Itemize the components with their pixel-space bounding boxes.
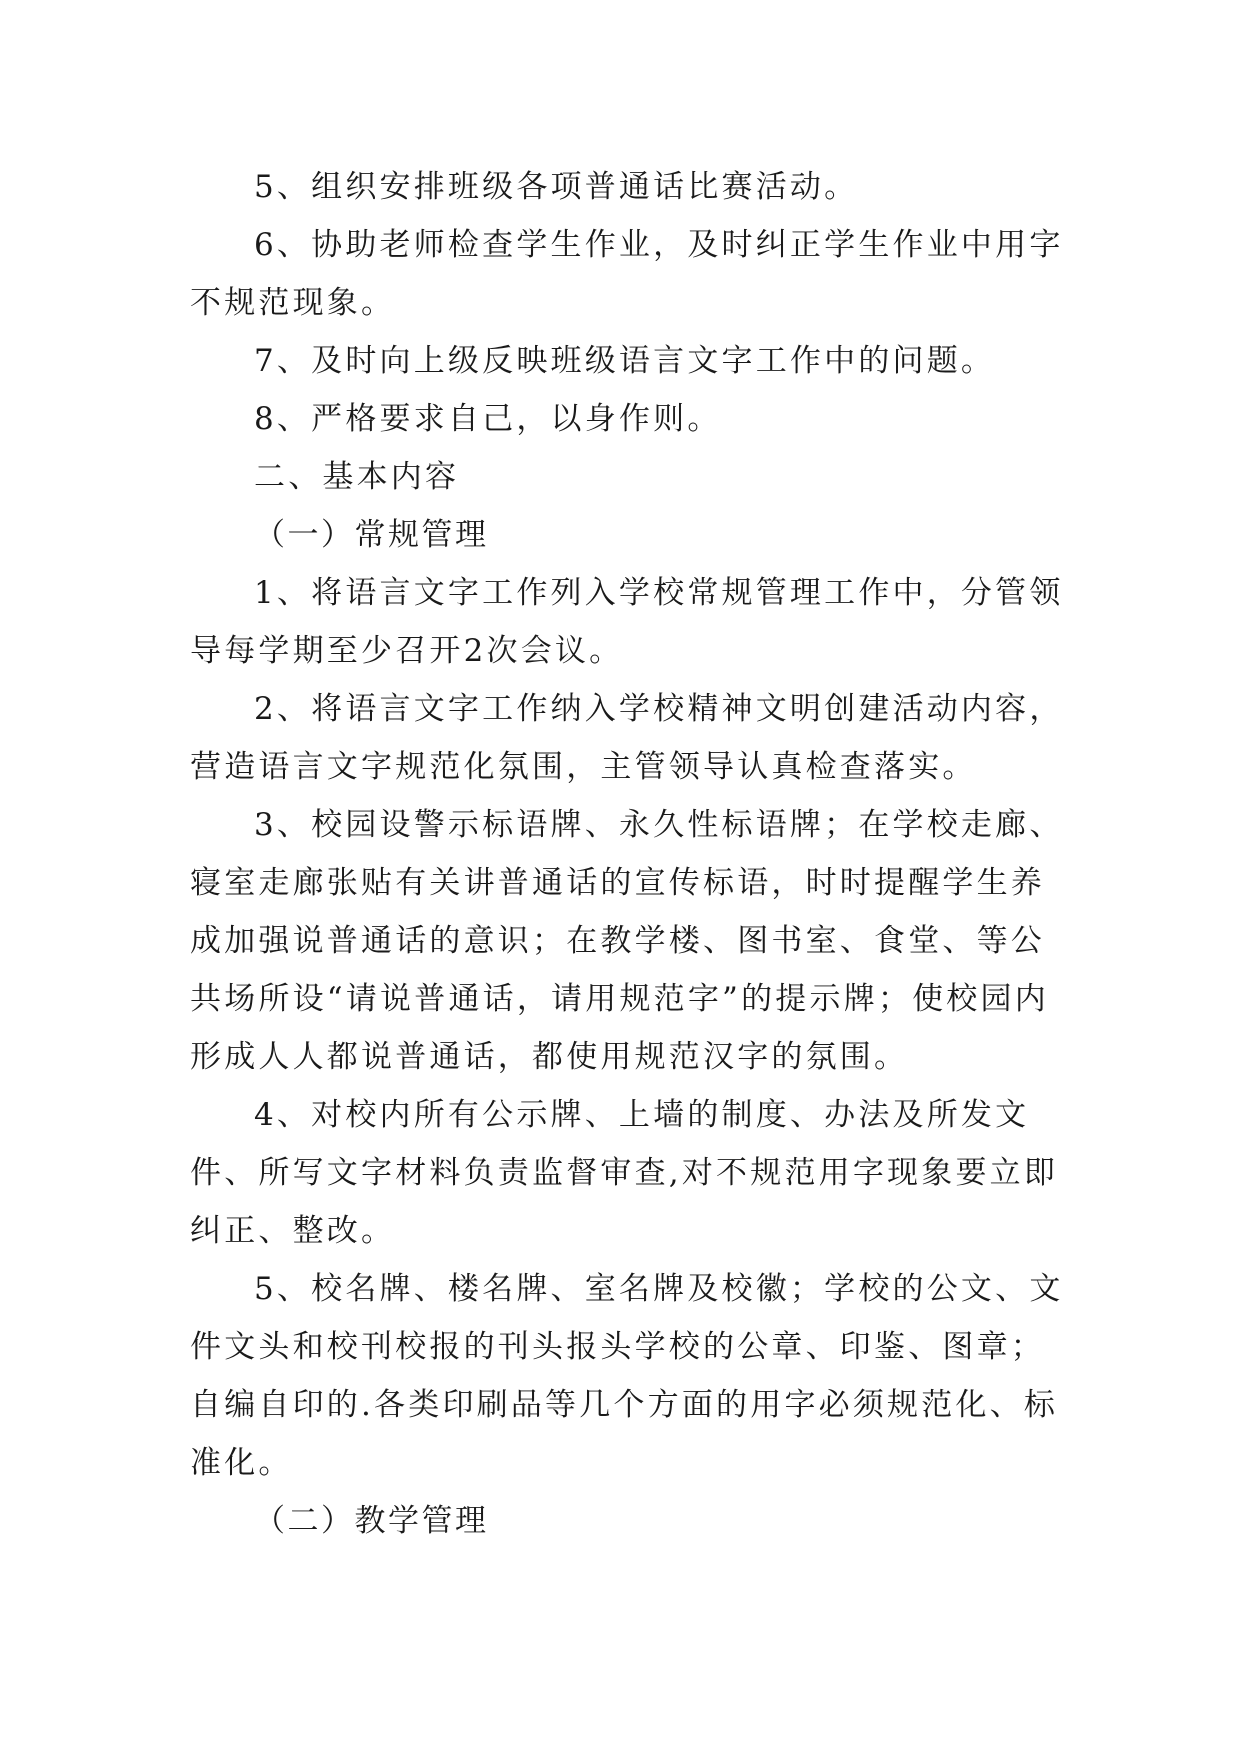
subsection-heading-routine-management: （一）常规管理 (254, 517, 489, 553)
section-heading-basic-content: 二、基本内容 (254, 459, 460, 495)
paragraph-item-7: 7、及时向上级反映班级语言文字工作中的问题。 (254, 343, 996, 379)
paragraph-routine-4: 4、对校内所有公示牌、上墙的制度、办法及所发文件、所写文字材料负责监督审查,对不规范用字现象要立即纠正、整改。 (190, 1097, 1059, 1249)
paragraph-routine-2: 2、将语言文字工作纳入学校精神文明创建活动内容，营造语言文字规范化氛围，主管领导认真检查落实。 (190, 691, 1064, 785)
paragraph-item-8: 8、严格要求自己，以身作则。 (254, 401, 722, 437)
paragraph-routine-5: 5、校名牌、楼名牌、室名牌及校徽；学校的公文、文件文头和校刊校报的刊头报头学校的公章、印鉴、图章；自编自印的.各类印刷品等几个方面的用字必须规范化、标准化。 (190, 1271, 1064, 1481)
document-body (190, 158, 1070, 1550)
paragraph-routine-1: 1、将语言文字工作列入学校常规管理工作中，分管领导每学期至少召开2次会议。 (190, 575, 1064, 669)
paragraph-item-6: 6、协助老师检查学生作业，及时纠正学生作业中用字不规范现象。 (190, 227, 1064, 321)
paragraph-routine-3: 3、校园设警示标语牌、永久性标语牌；在学校走廊、寝室走廊张贴有关讲普通话的宣传标语，时时提醒学生养成加强说普通话的意识；在教学楼、图书室、食堂、等公共场所设“请说普通话，请用规范字”的提示牌；使校园内形成人人都说普通话，都使用规范汉字的氛围。 (190, 807, 1064, 1075)
subsection-heading-teaching-management: （二）教学管理 (254, 1503, 489, 1539)
paragraph-item-5: 5、组织安排班级各项普通话比赛活动。 (254, 169, 859, 205)
